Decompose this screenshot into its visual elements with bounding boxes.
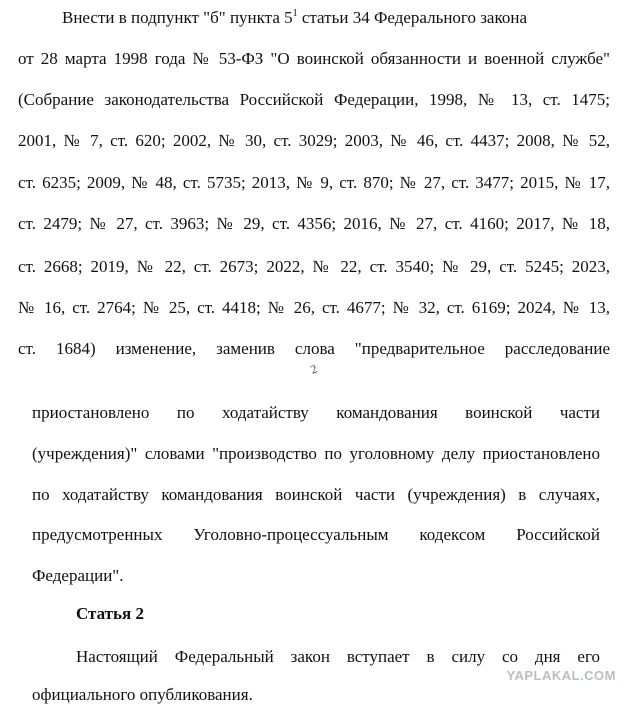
paragraph-line-8: № 16, ст. 2764; № 25, ст. 4418; № 26, ст. 4677; № 32, ст. 6169; 2024, № 13, [18, 298, 610, 317]
paragraph-line-9: ст. 1684) изменение, заменив слова "предварительное расследование [18, 339, 610, 358]
superscript-mark: 1 [292, 8, 298, 19]
page-number: 2 [308, 361, 320, 377]
paragraph-line-1: Внести в подпункт "б" пункта $5^1$ статьи 34 Федерального закона [62, 8, 528, 27]
paragraph-line-14: Федерации". [32, 566, 124, 585]
paragraph-line-5: ст. 6235; 2009, № 48, ст. 5735; 2013, № 9, ст. 870; № 27, ст. 3477; 2015, № 17, [18, 173, 610, 192]
article-line-1: Настоящий Федеральный закон вступает в силу со дня его [76, 647, 600, 666]
paragraph-line-6: ст. 2479; № 27, ст. 3963; № 29, ст. 4356; 2016, № 27, ст. 4160; 2017, № 18, [18, 214, 610, 233]
paragraph-line-11: (учреждения)" словами "производство по уголовному делу приостановлено [32, 444, 600, 463]
paragraph-line-10: приостановлено по ходатайству командования воинской части [32, 403, 600, 422]
paragraph-line-3: (Собрание законодательства Российской Федерации, 1998, № 13, ст. 1475; [18, 90, 610, 109]
paragraph-line-2: от 28 марта 1998 года № 53-ФЗ "О воинской обязанности и военной службе" [18, 49, 610, 68]
paragraph-line-7: ст. 2668; 2019, № 22, ст. 2673; 2022, № 22, ст. 3540; № 29, ст. 5245; 2023, [18, 257, 610, 276]
site-watermark: YAPLAKAL.COM [506, 668, 616, 683]
paragraph-line-13: предусмотренных Уголовно-процессуальным кодексом Российской [32, 525, 600, 544]
article-heading: Статья 2 [76, 604, 144, 623]
paragraph-line-12: по ходатайству командования воинской части (учреждения) в случаях, [32, 485, 600, 504]
article-line-2: официального опубликования. [32, 685, 253, 704]
paragraph-line-4: 2001, № 7, ст. 620; 2002, № 30, ст. 3029; 2003, № 46, ст. 4437; 2008, № 52, [18, 131, 610, 150]
